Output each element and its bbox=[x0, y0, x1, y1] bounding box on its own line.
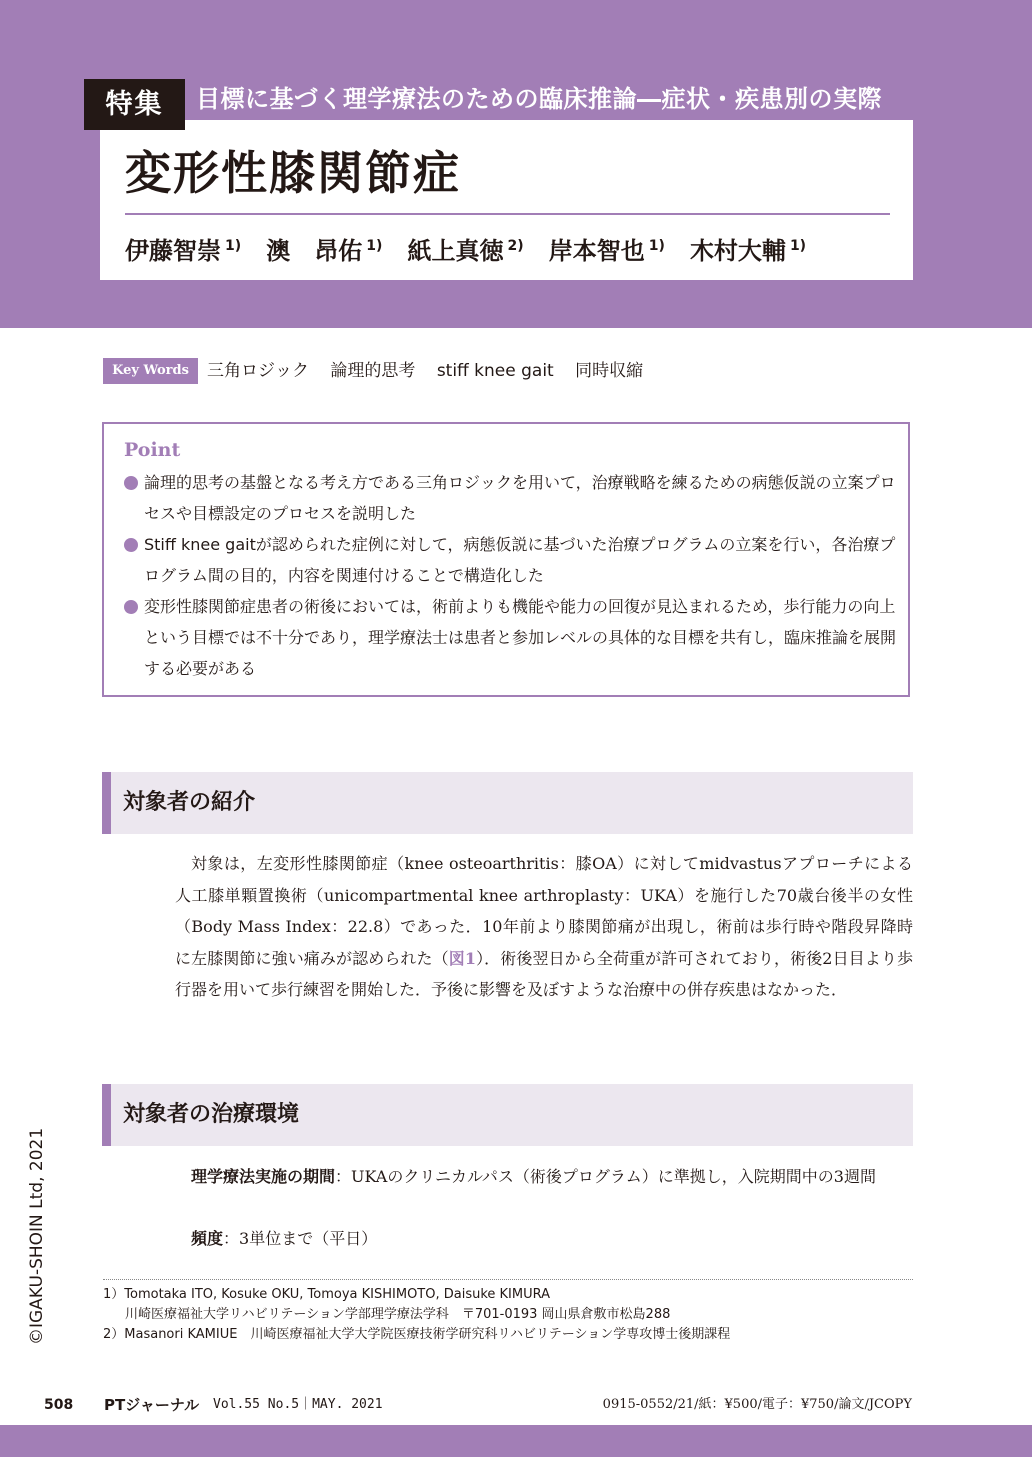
page-footer bbox=[0, 1393, 1032, 1417]
page-title: 変形性膝関節症 bbox=[125, 146, 461, 200]
section-heading bbox=[102, 772, 913, 834]
page-number: 508 bbox=[44, 1397, 74, 1413]
figure-reference[interactable]: 図1 bbox=[448, 948, 476, 968]
series-title: 目標に基づく理学療法のための臨床推論―症状・疾患別の実際 bbox=[196, 85, 882, 113]
keyword: stiff knee gait bbox=[436, 361, 554, 381]
treatment-period: 理学療法実施の期間：UKAのクリニカルパス（術後プログラム）に準拠し，入院期間中の3週間 bbox=[191, 1167, 876, 1186]
treatment-frequency: 頻度：3単位まで（平日） bbox=[191, 1229, 378, 1248]
bullet-icon bbox=[124, 538, 138, 552]
section-heading bbox=[102, 1084, 913, 1146]
point-item: 論理的思考の基盤となる考え方である三角ロジックを用いて，治療戦略を練るための病態仮説の立案プロセスや目標設定のプロセスを説明した bbox=[124, 467, 896, 529]
copyright: ©IGAKU-SHOIN Ltd, 2021 bbox=[27, 1127, 47, 1345]
keyword: 三角ロジック bbox=[207, 361, 309, 381]
keyword-list bbox=[207, 356, 659, 386]
keywords-label: Key Words bbox=[103, 358, 198, 384]
section-accent-bar bbox=[102, 1084, 111, 1146]
footnote: 2）Masanori KAMIUE 川崎医療福祉大学大学院医療技術学研究科リハビリテーション学専攻博士後期課程 bbox=[103, 1327, 731, 1342]
body-paragraph: 対象は，左変形性膝関節症（knee osteoarthritis：膝OA）に対してmidvastusアプローチによる人工膝単顆置換術（unicompartmental knee arthroplasty：UKA）を施行した70歳台後半の女性（Body Mass Index：22.8）であった．10年前より膝関節痛が出現し，術前は歩行時や階段昇降時に左膝関節に強い痛みが認められた（図1）．術後翌日から全荷重が許可されており，術後2日目より歩行器を用いて歩行練習を開始した．予後に影響を及ぼすような治療中の併存疾患はなかった． bbox=[175, 854, 913, 1000]
section-title: 対象者の治療環境 bbox=[123, 1102, 300, 1127]
author: 紙上真徳 $^{2)}$ bbox=[407, 237, 524, 265]
point-item: 変形性膝関節症患者の術後においては，術前よりも機能や能力の回復が見込まれるため，歩行能力の向上という目標では不十分であり，理学療法士は患者と参加レベルの具体的な目標を共有し，臨床推論を展開する必要がある bbox=[124, 591, 896, 684]
keyword: 論理的思考 bbox=[330, 361, 416, 381]
author: 岸本智也 $^{1)}$ bbox=[548, 237, 665, 265]
journal-name: PTジャーナル bbox=[104, 1396, 200, 1414]
issue-info: Vol.55 No.5｜MAY. 2021 bbox=[213, 1397, 383, 1412]
author: 木村大輔 $^{1)}$ bbox=[689, 237, 807, 265]
bottom-band bbox=[0, 1425, 1032, 1457]
footnote: 川崎医療福祉大学リハビリテーション学部理学療法学科 〒701-0193 岡山県倉敷市松島288 bbox=[125, 1307, 671, 1322]
author: 澳 昂佑 $^{1)}$ bbox=[266, 237, 383, 265]
title-divider bbox=[125, 213, 890, 215]
bullet-icon bbox=[124, 476, 138, 490]
keyword: 同時収縮 bbox=[575, 361, 644, 381]
section-accent-bar bbox=[102, 772, 111, 834]
footnote-divider bbox=[103, 1279, 913, 1280]
bullet-icon bbox=[124, 600, 138, 614]
footnote: 1）Tomotaka ITO, Kosuke OKU, Tomoya KISHIMOTO, Daisuke KIMURA bbox=[103, 1287, 551, 1302]
author: 伊藤智崇 $^{1)}$ bbox=[125, 237, 242, 265]
point-title: Point bbox=[124, 439, 181, 461]
price-info: 0915-0552/21/紙：¥500/電子：¥750/論文/JCOPY bbox=[602, 1397, 912, 1412]
point-item: Stiff knee gaitが認められた症例に対して，病態仮説に基づいた治療プログラムの立案を行い，各治療プログラム間の目的，内容を関連付けることで構造化した bbox=[124, 529, 896, 591]
section-title: 対象者の紹介 bbox=[123, 790, 256, 815]
feature-label: 特集 bbox=[84, 79, 185, 130]
author-list bbox=[125, 228, 826, 264]
